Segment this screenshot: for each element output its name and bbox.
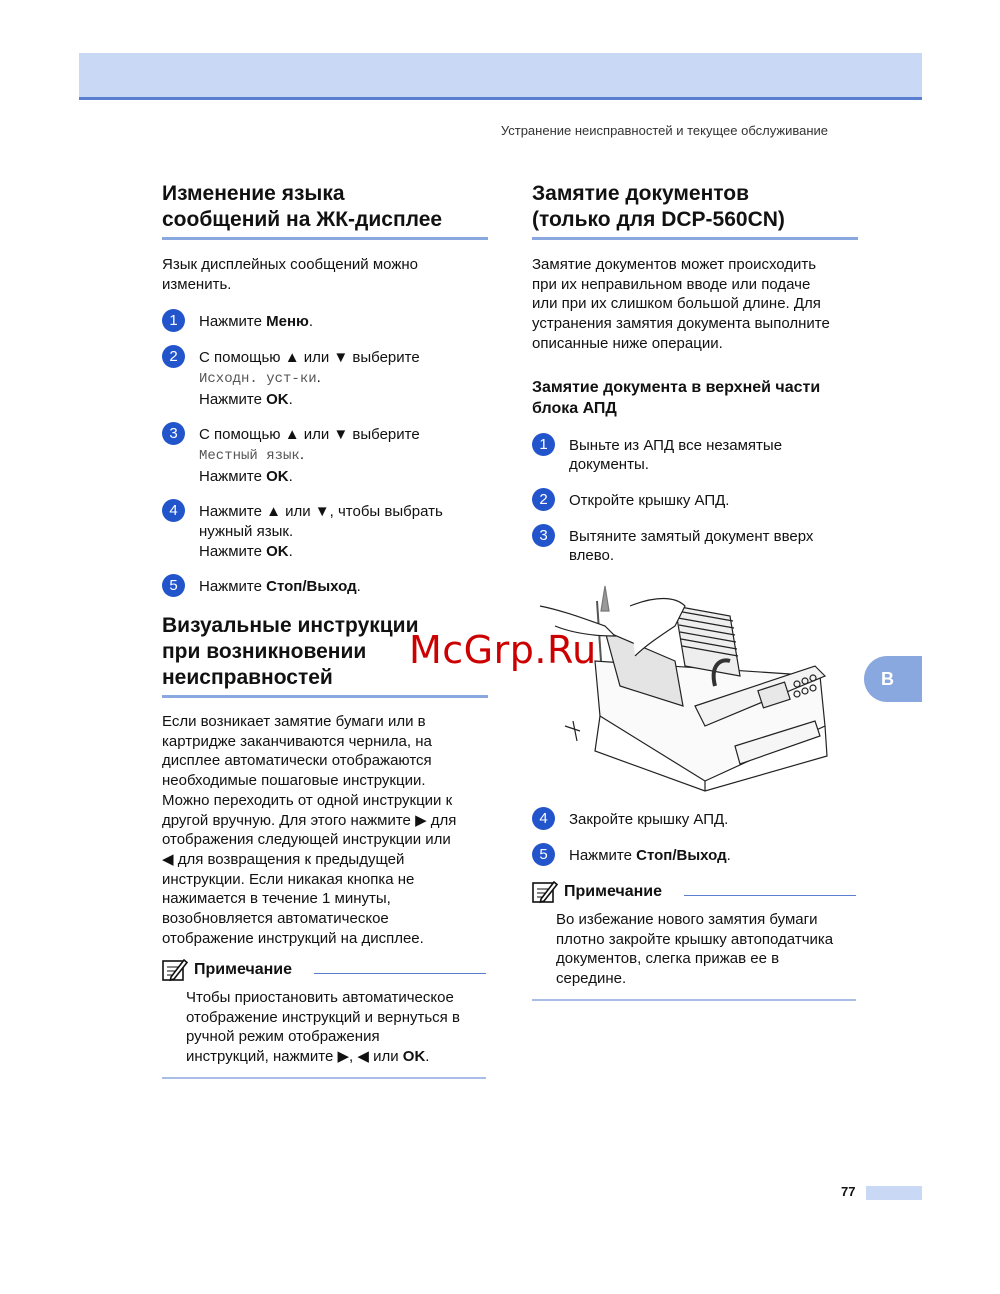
step-3: 3 Вытяните замятый документ вверх влево.: [532, 527, 858, 566]
step-2: 2 Откройте крышку АПД.: [532, 491, 858, 511]
steps-after-image: [532, 810, 858, 865]
step-number-badge: 5: [532, 843, 555, 866]
note-title: Примечание: [194, 961, 293, 978]
page-number: 77: [841, 1184, 856, 1199]
section-body: Если возникает замятие бумаги или в картридже заканчиваются чернила, на дисплее автоматически отображаются необходимые пошаговые инструкции. Можно переходить от одной инструкции к другой вручную. Для этого нажмите ▶ для отображения следующей инструкции или ◀ для возвращения к предыдущей инструкции. Если никакая кнопка не нажимается в течение 1 минуты, возобновляется автоматическое отображение инструкций на дисплее.: [162, 713, 457, 947]
note-text: Во избежание нового замятия бумаги плотно закройте крышку автоподатчика документов, слегка прижав ее в середине.: [556, 911, 834, 988]
page-number-bar: [866, 1186, 922, 1200]
note-right: [532, 880, 856, 1001]
step-number-badge: 5: [162, 574, 185, 597]
section-lcd-language: [162, 181, 488, 597]
step-number-badge: 3: [532, 524, 555, 547]
note-left: [162, 958, 486, 1079]
step-3: 3 С помощью ▲ или ▼ выберите Местный язык. Нажмите OK.: [162, 425, 488, 486]
menu-option: Исходн. уст-ки: [199, 370, 317, 387]
step-4: 4 Закройте крышку АПД.: [532, 810, 858, 830]
step-number-badge: 4: [162, 499, 185, 522]
watermark: McGrp.Ru: [409, 628, 597, 672]
subsection-title: Замятие документа в верхней части блока АПД: [532, 378, 821, 417]
step-number-badge: 1: [532, 433, 555, 456]
step-2: 2 С помощью ▲ или ▼ выберите Исходн. уст-ки. Нажмите OK.: [162, 348, 488, 409]
note-title: Примечание: [564, 883, 663, 900]
step-5: 5 Нажмите Стоп/Выход.: [162, 577, 488, 597]
running-head: Устранение неисправностей и текущее обслуживание: [500, 123, 828, 138]
title-line: сообщений на ЖК-дисплее: [162, 208, 443, 231]
note-pencil-icon: [162, 958, 188, 982]
step-5: 5 Нажмите Стоп/Выход.: [532, 846, 858, 866]
step-number-badge: 2: [532, 488, 555, 511]
intro-text: Язык дисплейных сообщений можно изменить.: [162, 256, 418, 293]
note-text: Чтобы приостановить автоматическое отображение инструкций и вернуться в ручной режим отображения инструкций, нажмите ▶, ◀ или OK.: [186, 989, 460, 1066]
note-end-rule: [162, 1077, 486, 1079]
header-band: [79, 53, 922, 100]
note-end-rule: [532, 999, 856, 1001]
menu-option: Местный язык: [199, 447, 300, 464]
section-body: Замятие документов может происходить при их неправильном вводе или подаче или при их слишком большой длине. Для устранения замятия документа выполните описанные ниже операции.: [532, 256, 830, 352]
step-number-badge: 3: [162, 422, 185, 445]
step-1: 1 Выньте из АПД все незамятые документы.: [532, 436, 858, 475]
section-title-document-jam: Замятие документов (только для DCP-560CN): [532, 181, 858, 240]
step-number-badge: 1: [162, 309, 185, 332]
title-line: Изменение языка: [162, 182, 345, 205]
section-title-visual-instructions: Визуальные инструкции при возникновении неисправностей: [162, 613, 488, 698]
section-title-lcd-language: [162, 181, 488, 240]
step-number-badge: 4: [532, 807, 555, 830]
section-document-jam: [532, 181, 858, 566]
note-pencil-icon: [532, 880, 558, 904]
step-number-badge: 2: [162, 345, 185, 368]
chapter-tab: B: [864, 656, 922, 702]
step-1: 1 Нажмите Меню.: [162, 312, 488, 332]
note-divider: [314, 973, 486, 974]
step-4: 4 Нажмите ▲ или ▼, чтобы выбрать нужный язык. Нажмите OK.: [162, 502, 488, 561]
printer-illustration: [535, 566, 865, 798]
note-divider: [684, 895, 856, 896]
